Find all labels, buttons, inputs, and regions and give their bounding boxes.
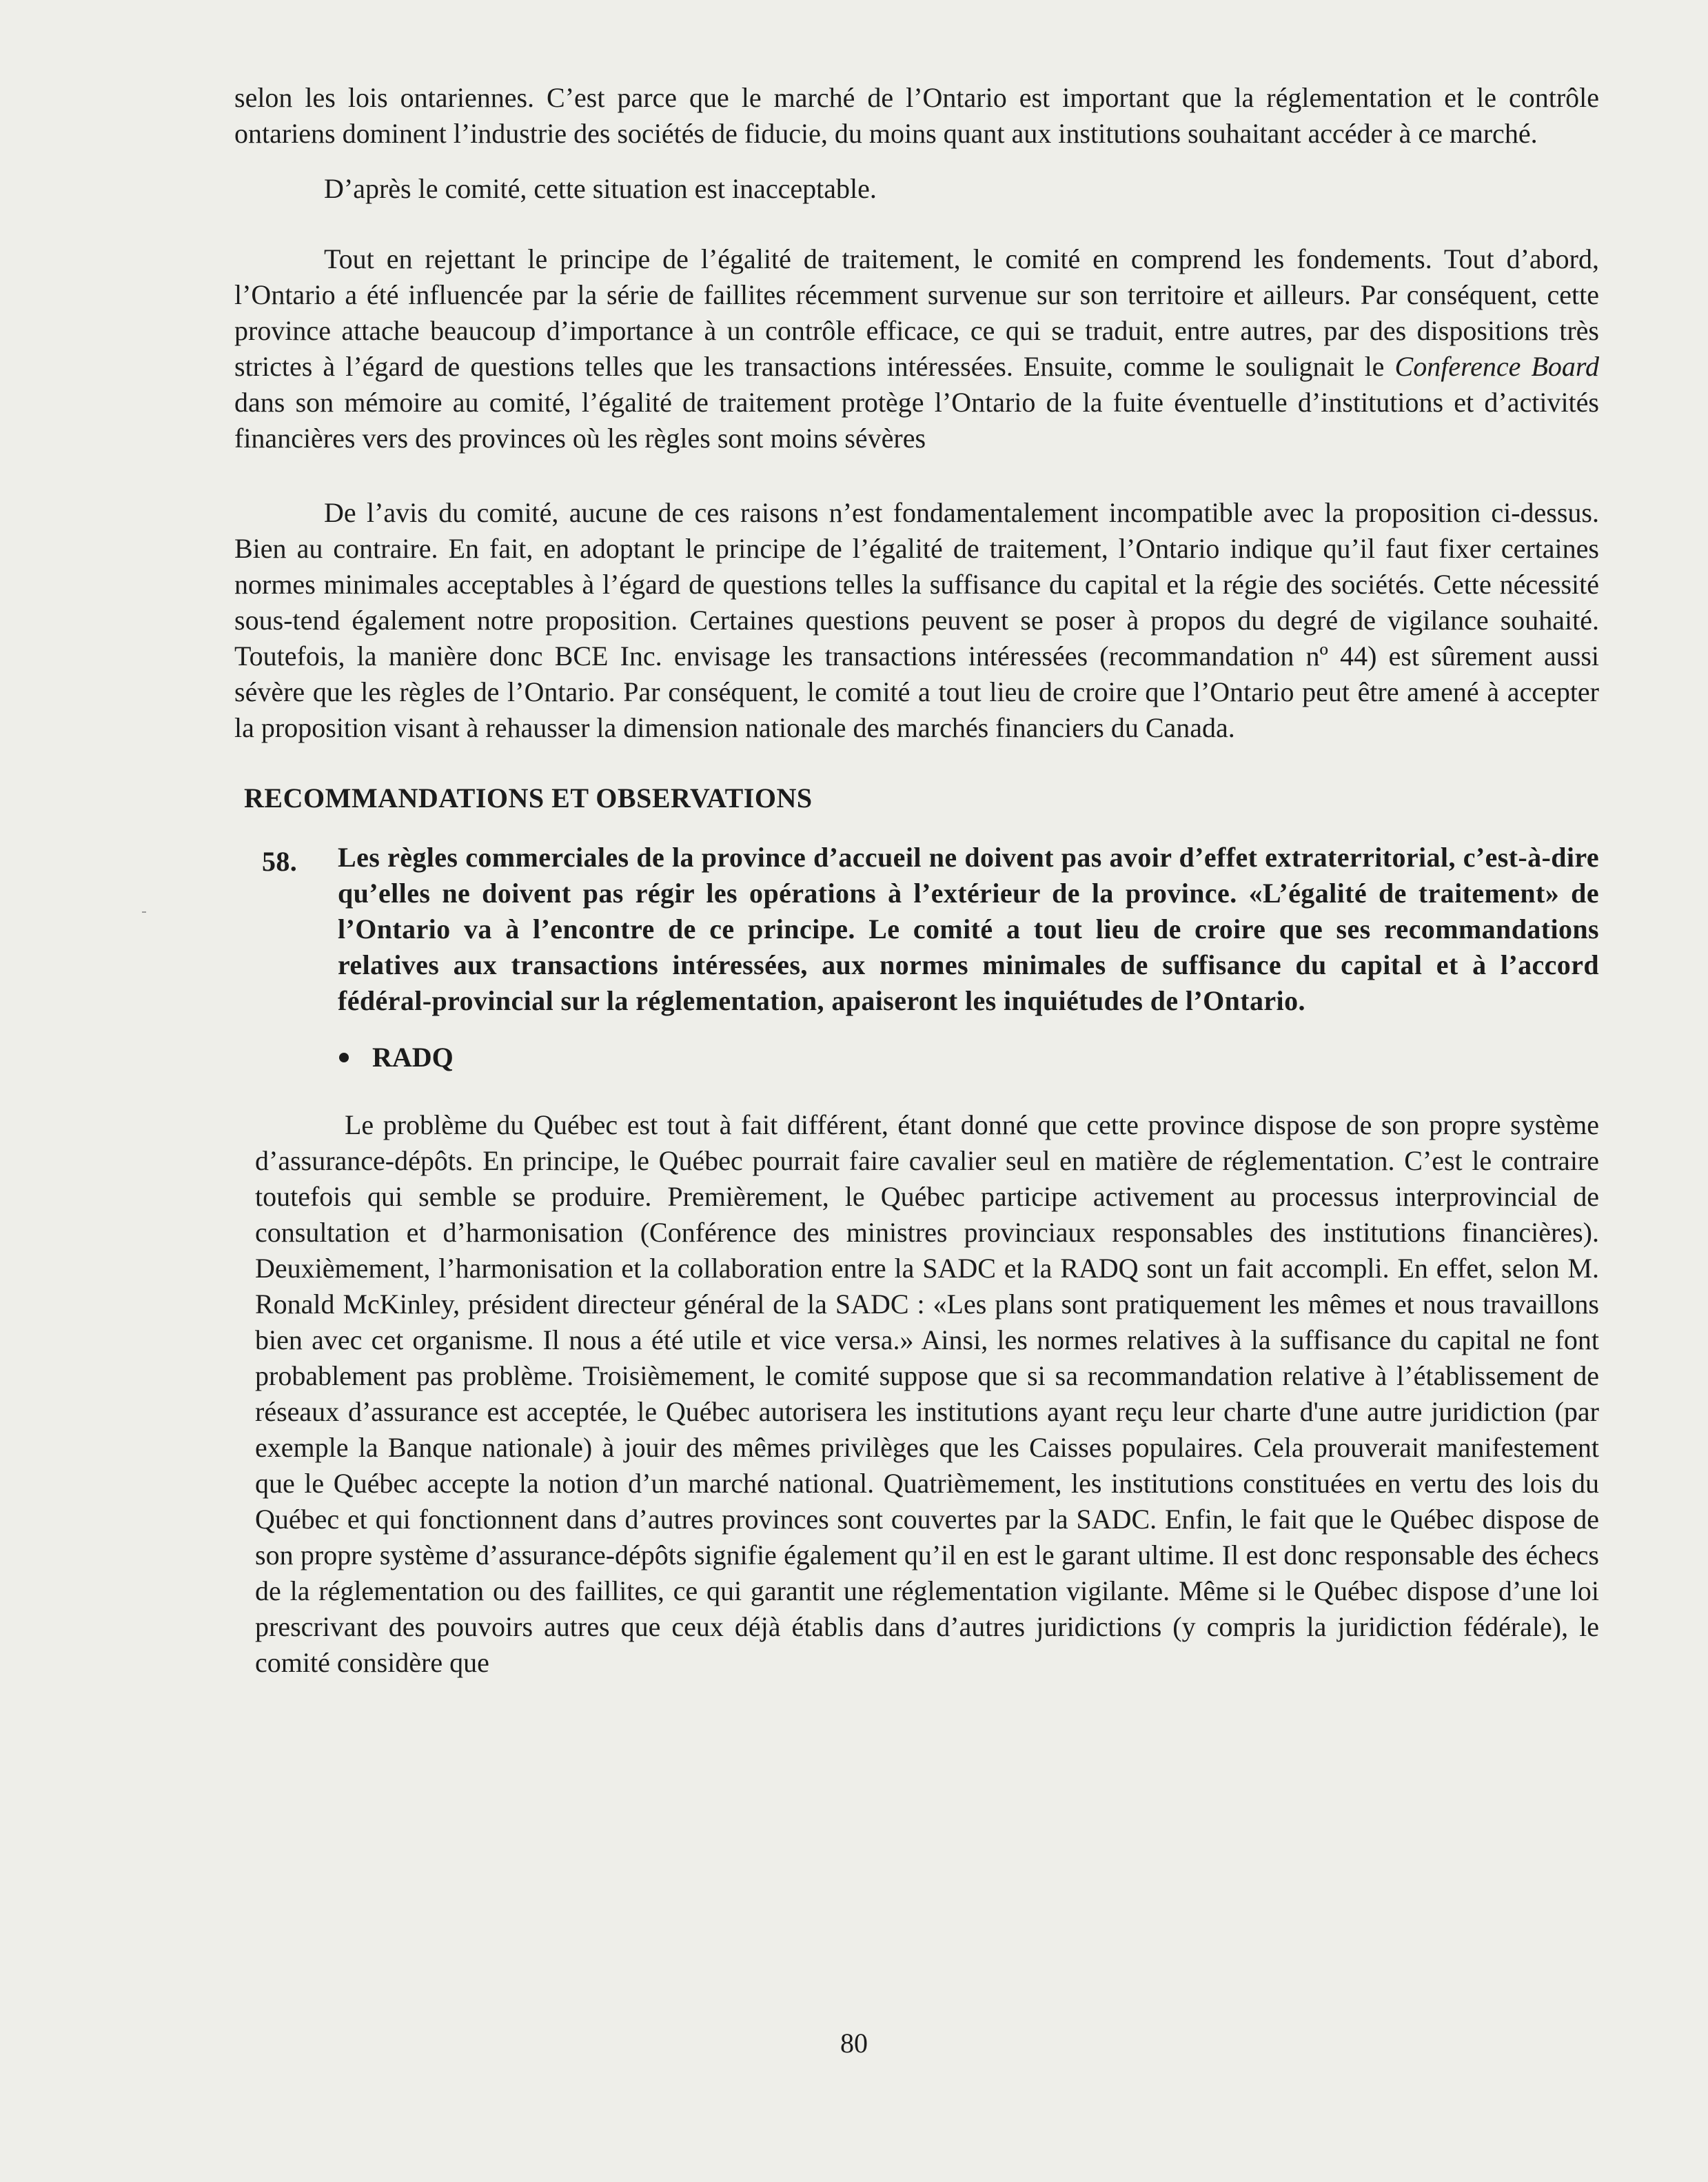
recommendation-58 [234, 840, 1599, 1019]
paragraph-quebec: Le problème du Québec est tout à fait différent, étant donné que cette province dispose de son propre système d’assurance-dépôts. En principe, le Québec pourrait faire cavalier seul en matière de réglementation. C’est le contraire toutefois qui semble se produire. Premièrement, le Québec participe activement au processus interprovincial de consultation et d’harmonisation (Conférence des ministres provinciaux responsables des institutions financières). Deuxièmement, l’harmonisation et la collaboration entre la SADC et la RADQ sont un fait accompli. En effet, selon M. Ronald McKinley, président directeur général de la SADC : «Les plans sont pratiquement les mêmes et nous travaillons bien avec cet organisme. Il nous a été utile et vice versa.» Ainsi, les normes relatives à la suffisance du capital ne font probablement pas problème. Troisièmement, le comité suppose que si sa recommandation relative à l’établissement de réseaux d’assurance est acceptée, le Québec autorisera les institutions ayant reçu leur charte d'une autre juridiction (par exemple la Banque nationale) à jouir des mêmes privilèges que les Caisses populaires. Cela prouverait manifestement que le Québec accepte la notion d’un marché national. Quatrièmement, les institutions constituées en vertu des lois du Québec et qui fonctionnent dans d’autres provinces sont couvertes par la SADC. Enfin, le fait que le Québec dispose de son propre système d’assurance-dépôts signifie également qu’il en est le garant ultime. Il est donc responsable des échecs de la réglementation ou des faillites, ce qui garantit une réglementation vigilante. Même si le Québec dispose d’une loi prescrivant des pouvoirs autres que ceux déjà établis dans d’autres juridictions (y compris la juridiction fédérale), le comité considère que [255, 1109, 1599, 1678]
page-number: 80 [840, 2028, 868, 2059]
paragraph-committee-view: De l’avis du comité, aucune de ces raisons n’est fondamentalement incompatible avec la proposition ci-dessus. Bien au contraire. En fait, en adoptant le principe de l’égalité de traitement, l’Ontario indique qu’il faut fixer certaines normes minimales acceptables à l’égard de questions telles la suffisance du capital et la régie des sociétés. Cette nécessité sous-tend également notre proposition. Certaines questions peuvent se poser à propos du degré de vigilance souhaité. Toutefois, la manière donc BCE Inc. envisage les transactions intéressées (recommandation nº 44) est sûrement aussi sévère que les règles de l’Ontario. Par conséquent, le comité a tout lieu de croire que l’Ontario peut être amené à accepter la proposition visant à rehausser la dimension nationale des marchés financiers du Canada. [234, 497, 1599, 743]
paragraph-committee-opinion: D’après le comité, cette situation est inacceptable. [324, 173, 877, 204]
conference-board-italic: Conference Board [1394, 351, 1600, 382]
recommendation-number: 58. [262, 846, 298, 877]
section-heading: RECOMMANDATIONS ET OBSERVATIONS [244, 782, 813, 814]
paragraph-equal-treatment-text-a: Tout en rejettant le principe de l’égalité de traitement, le comité en comprend les fondements. Tout d’abord, l’Ontario a été influencée par la série de faillites récemment survenue sur son territoire et ailleurs. Par conséquent, cette province attache beaucoup d’importance à un contrôle efficace, ce qui se traduit, entre autres, par des dispositions très strictes à l’égard de questions telles que les transactions intéressées. Ensuite, comme le soulignait le [234, 243, 1599, 382]
paragraph-equal-treatment [234, 241, 1599, 456]
radq-subheading-text: RADQ [372, 1042, 454, 1073]
paragraph-continuation: selon les lois ontariennes. C’est parce que le marché de l’Ontario est important que la réglementation et le contrôle ontariens dominent l’industrie des sociétés de fiducie, du moins quant aux institutions souhaitant accéder à ce marché. [234, 82, 1599, 149]
paragraph-equal-treatment-text-b: dans son mémoire au comité, l’égalité de traitement protège l’Ontario de la fuite éventuelle d’institutions et d’activités financières vers des provinces où les règles sont moins sévères [234, 387, 1599, 454]
scan-speck [142, 911, 146, 913]
page-content [234, 80, 1599, 1681]
bullet-icon [339, 1053, 349, 1062]
recommendation-text: Les règles commerciales de la province d’accueil ne doivent pas avoir d’effet extraterritorial, c’est-à-dire qu’elles ne doivent pas régir les opérations à l’extérieur de la province. «L’égalité de traitement» de l’Ontario va à l’encontre de ce principe. Le comité a tout lieu de croire que ses recommandations relatives aux transactions intéressées, aux normes minimales de suffisance du capital et à l’accord fédéral-provincial sur la réglementation, apaiseront les inquiétudes de l’Ontario. [338, 842, 1599, 1016]
radq-subheading [339, 1040, 1599, 1075]
